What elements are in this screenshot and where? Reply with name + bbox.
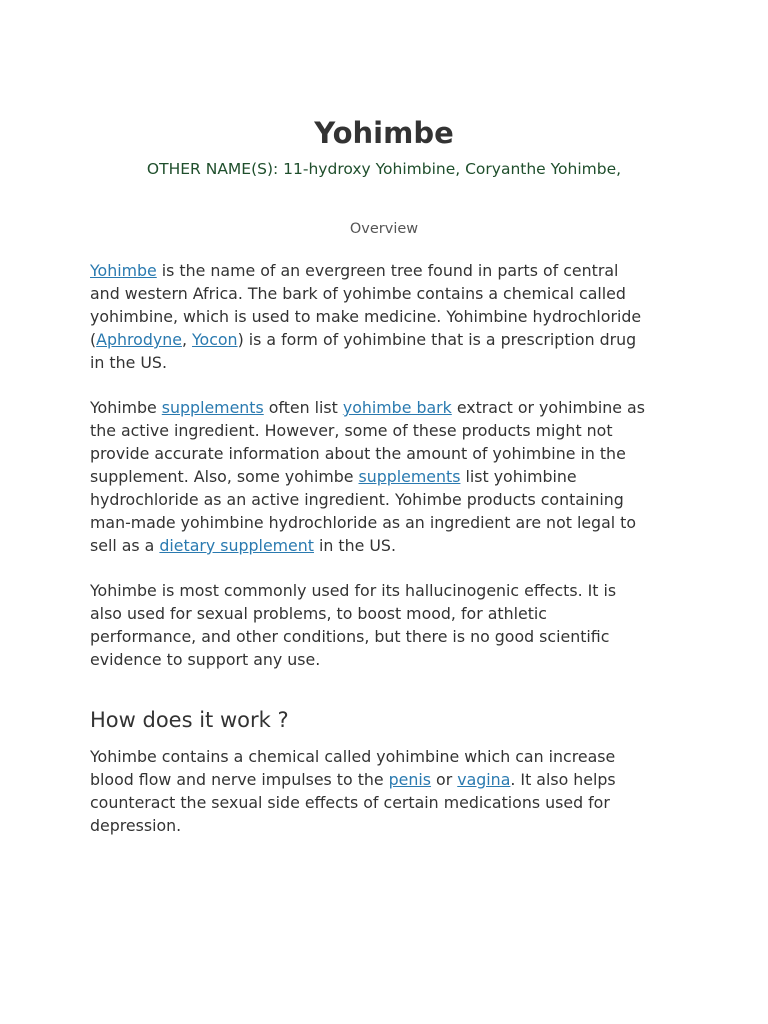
overview-label: Overview [349,221,419,237]
paragraph-line: man-made yohimbine hydrochloride as an ingredient are not legal to [90,513,637,532]
paragraph-line: depression. [90,816,182,835]
link-supplements[interactable]: supplements [161,398,264,417]
paragraph-line: provide accurate information about the amount of yohimbine in the [90,444,626,463]
link-yohimbe[interactable]: Yohimbe [90,261,157,280]
text-span: often list [263,398,343,417]
paragraph-line: Yohimbe is most commonly used for its hallucinogenic effects. It is [90,581,617,600]
paragraph-line: hydrochloride as an active ingredient. Yohimbe products containing [90,490,624,509]
text-span: ( [90,330,97,349]
text-span: list yohimbine [460,467,577,486]
paragraph-line: Yohimbe contains a chemical called yohimbine which can increase [90,747,616,766]
text-span: supplement. Also, some yohimbe [90,467,359,486]
paragraph-line [90,396,690,419]
link-dietary-supplement[interactable]: dietary supplement [159,536,314,555]
paragraph-line: in the US. [90,353,167,372]
link-yohimbe-bark[interactable]: yohimbe bark [342,398,452,417]
paragraph-line: evidence to support any use. [90,650,321,669]
page-title: Yohimbe [314,116,454,150]
text-span: or [431,770,458,789]
section-heading-how-it-works: How does it work ? [90,708,289,732]
paragraph-mechanism [90,745,690,837]
link-yocon[interactable]: Yocon [191,330,238,349]
paragraph-line: performance, and other conditions, but there is no good scientific [90,627,610,646]
other-names: OTHER NAME(S): 11-hydroxy Yohimbine, Coryanthe Yohimbe, [146,160,622,178]
text-span: sell as a [90,536,160,555]
text-span: blood flow and nerve impulses to the [90,770,389,789]
paragraph-line [90,259,690,282]
paragraph-uses [90,579,690,671]
paragraph-line: also used for sexual problems, to boost mood, for athletic [90,604,547,623]
paragraph-line: counteract the sexual side effects of certain medications used for [90,793,610,812]
paragraph-line [90,768,690,791]
paragraph-line: yohimbine, which is used to make medicine. Yohimbine hydrochloride [90,307,642,326]
paragraph-line [90,328,690,351]
link-aphrodyne[interactable]: Aphrodyne [96,330,182,349]
text-span: Yohimbe [90,398,162,417]
paragraph-intro [90,259,690,374]
text-span: extract or yohimbine as [451,398,645,417]
text-span: , [181,330,192,349]
text-span: in the US. [313,536,396,555]
link-supplements-2[interactable]: supplements [358,467,461,486]
paragraph-line: and western Africa. The bark of yohimbe contains a chemical called [90,284,626,303]
text-span: is the name of an evergreen tree found in parts of central [156,261,619,280]
paragraph-line [90,465,690,488]
paragraph-supplements [90,396,690,557]
text-span: . It also helps [510,770,616,789]
link-penis[interactable]: penis [388,770,432,789]
paragraph-line [90,534,690,557]
text-span: ) is a form of yohimbine that is a prescription drug [237,330,637,349]
paragraph-line: the active ingredient. However, some of these products might not [90,421,613,440]
link-vagina[interactable]: vagina [457,770,511,789]
